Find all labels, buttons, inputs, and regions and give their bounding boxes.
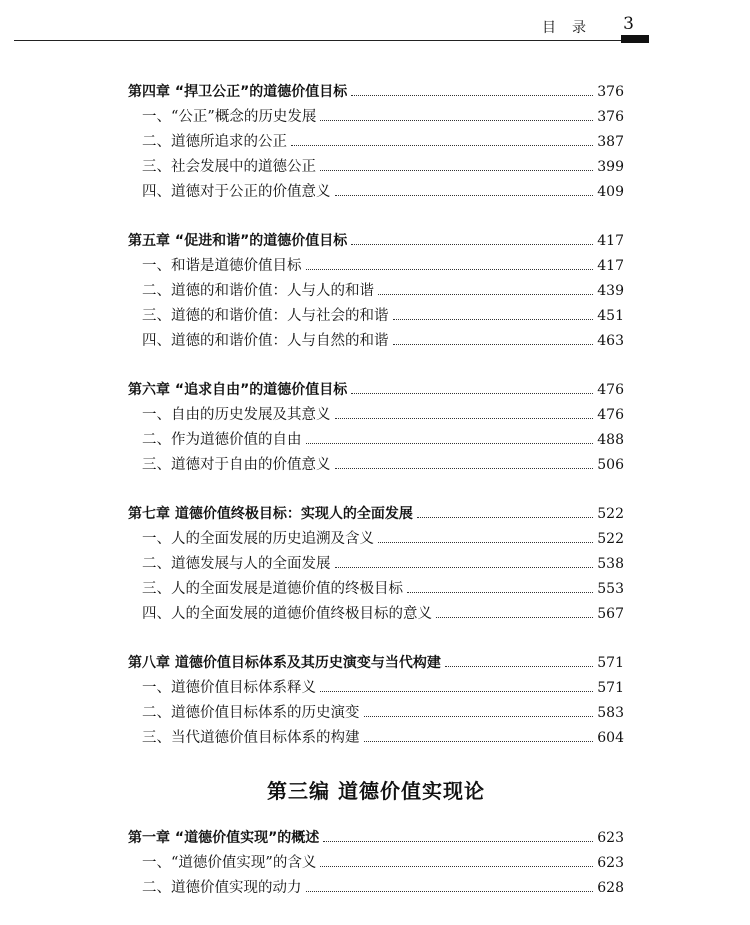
running-head (14, 14, 646, 41)
page-number: 506 (597, 457, 624, 473)
section-entry[interactable] (128, 851, 624, 876)
dot-leader (393, 344, 594, 345)
chapter-entry[interactable] (128, 826, 624, 851)
section-entry[interactable] (128, 701, 624, 726)
chapter-block (128, 502, 624, 627)
chapter-block (128, 80, 624, 205)
running-head-page-number: 3 (623, 14, 634, 34)
page-number: 376 (597, 84, 624, 100)
page-number: 476 (597, 407, 624, 423)
chapter-title: 第七章 道德价值终极目标：实现人的全面发展 (128, 506, 413, 522)
section-entry[interactable] (128, 552, 624, 577)
section-title: 一、道德价值目标体系释义 (142, 680, 316, 696)
section-title: 四、道德的和谐价值：人与自然的和谐 (142, 333, 389, 349)
section-entry[interactable] (128, 676, 624, 701)
page-number: 583 (597, 705, 624, 721)
dot-leader (351, 95, 593, 96)
chapter-block (128, 378, 624, 478)
section-title: 四、人的全面发展的道德价值终极目标的意义 (142, 606, 432, 622)
page-number: 571 (597, 680, 624, 696)
section-title: 三、社会发展中的道德公正 (142, 159, 316, 175)
chapter-entry[interactable] (128, 651, 624, 676)
section-entry[interactable] (128, 130, 624, 155)
chapter-title: 第八章 道德价值目标体系及其历史演变与当代构建 (128, 655, 441, 671)
dot-leader (351, 393, 593, 394)
section-title: 三、当代道德价值目标体系的构建 (142, 730, 360, 746)
dot-leader (306, 443, 594, 444)
page-number: 417 (597, 258, 624, 274)
chapter-entry[interactable] (128, 502, 624, 527)
chapter-block (128, 826, 624, 901)
section-entry[interactable] (128, 602, 624, 627)
section-title: 一、“道德价值实现”的含义 (142, 855, 317, 871)
chapter-entry[interactable] (128, 80, 624, 105)
section-entry[interactable] (128, 527, 624, 552)
chapter-title: 第四章 “捍卫公正”的道德价值目标 (128, 84, 348, 100)
dot-leader (320, 691, 593, 692)
page-number: 451 (597, 308, 624, 324)
page-number: 553 (597, 581, 624, 597)
section-entry[interactable] (128, 876, 624, 901)
dot-leader (445, 666, 593, 667)
section-title: 二、道德发展与人的全面发展 (142, 556, 331, 572)
page-number: 571 (597, 655, 624, 671)
section-title: 二、道德价值目标体系的历史演变 (142, 705, 360, 721)
section-entry[interactable] (128, 279, 624, 304)
page-number: 439 (597, 283, 624, 299)
section-entry[interactable] (128, 180, 624, 205)
section-entry[interactable] (128, 155, 624, 180)
chapter-block (128, 651, 624, 751)
chapter-entry[interactable] (128, 229, 624, 254)
section-title: 一、和谐是道德价值目标 (142, 258, 302, 274)
page-number: 522 (597, 531, 624, 547)
page-number: 387 (597, 134, 624, 150)
dot-leader (417, 517, 593, 518)
dot-leader (364, 741, 594, 742)
dot-leader (323, 841, 593, 842)
page-number: 628 (597, 880, 624, 896)
page-number: 376 (597, 109, 624, 125)
dot-leader (320, 866, 593, 867)
section-title: 一、自由的历史发展及其意义 (142, 407, 331, 423)
page-number: 417 (597, 233, 624, 249)
page-number: 623 (597, 830, 624, 846)
section-entry[interactable] (128, 726, 624, 751)
section-title: 二、道德价值实现的动力 (142, 880, 302, 896)
part-chapter-list (128, 826, 624, 901)
dot-leader (393, 319, 594, 320)
section-title: 三、人的全面发展是道德价值的终极目标 (142, 581, 403, 597)
part-title: 第三编 道德价值实现论 (267, 779, 485, 803)
section-title: 二、作为道德价值的自由 (142, 432, 302, 448)
dot-leader (407, 592, 593, 593)
dot-leader (351, 244, 593, 245)
dot-leader (378, 294, 593, 295)
header-bar-decoration (621, 35, 649, 43)
page-number: 409 (597, 184, 624, 200)
dot-leader (306, 269, 594, 270)
dot-leader (335, 567, 594, 568)
dot-leader (335, 195, 594, 196)
page-number: 604 (597, 730, 624, 746)
section-entry[interactable] (128, 105, 624, 130)
section-entry[interactable] (128, 577, 624, 602)
dot-leader (335, 418, 594, 419)
section-entry[interactable] (128, 254, 624, 279)
dot-leader (320, 120, 593, 121)
chapter-block (128, 229, 624, 354)
section-entry[interactable] (128, 453, 624, 478)
section-title: 三、道德对于自由的价值意义 (142, 457, 331, 473)
page-number: 567 (597, 606, 624, 622)
section-entry[interactable] (128, 403, 624, 428)
section-entry[interactable] (128, 304, 624, 329)
table-of-contents (128, 80, 624, 925)
chapter-title: 第五章 “促进和谐”的道德价值目标 (128, 233, 348, 249)
page-number: 399 (597, 159, 624, 175)
dot-leader (320, 170, 593, 171)
section-title: 三、道德的和谐价值：人与社会的和谐 (142, 308, 389, 324)
section-title: 一、“公正”概念的历史发展 (142, 109, 317, 125)
page-number: 488 (597, 432, 624, 448)
dot-leader (306, 891, 594, 892)
section-entry[interactable] (128, 428, 624, 453)
page-number: 623 (597, 855, 624, 871)
page-number: 476 (597, 382, 624, 398)
dot-leader (291, 145, 593, 146)
section-title: 一、人的全面发展的历史追溯及含义 (142, 531, 374, 547)
dot-leader (436, 617, 593, 618)
dot-leader (364, 716, 594, 717)
section-title: 二、道德所追求的公正 (142, 134, 287, 150)
chapter-list (128, 80, 624, 751)
page-number: 522 (597, 506, 624, 522)
section-title: 四、道德对于公正的价值意义 (142, 184, 331, 200)
chapter-title: 第一章 “道德价值实现”的概述 (128, 830, 320, 846)
chapter-title: 第六章 “追求自由”的道德价值目标 (128, 382, 348, 398)
section-title: 二、道德的和谐价值：人与人的和谐 (142, 283, 374, 299)
chapter-entry[interactable] (128, 378, 624, 403)
page-number: 463 (597, 333, 624, 349)
running-head-title: 目录 (542, 20, 602, 36)
dot-leader (378, 542, 593, 543)
dot-leader (335, 468, 594, 469)
page-number: 538 (597, 556, 624, 572)
section-entry[interactable] (128, 329, 624, 354)
